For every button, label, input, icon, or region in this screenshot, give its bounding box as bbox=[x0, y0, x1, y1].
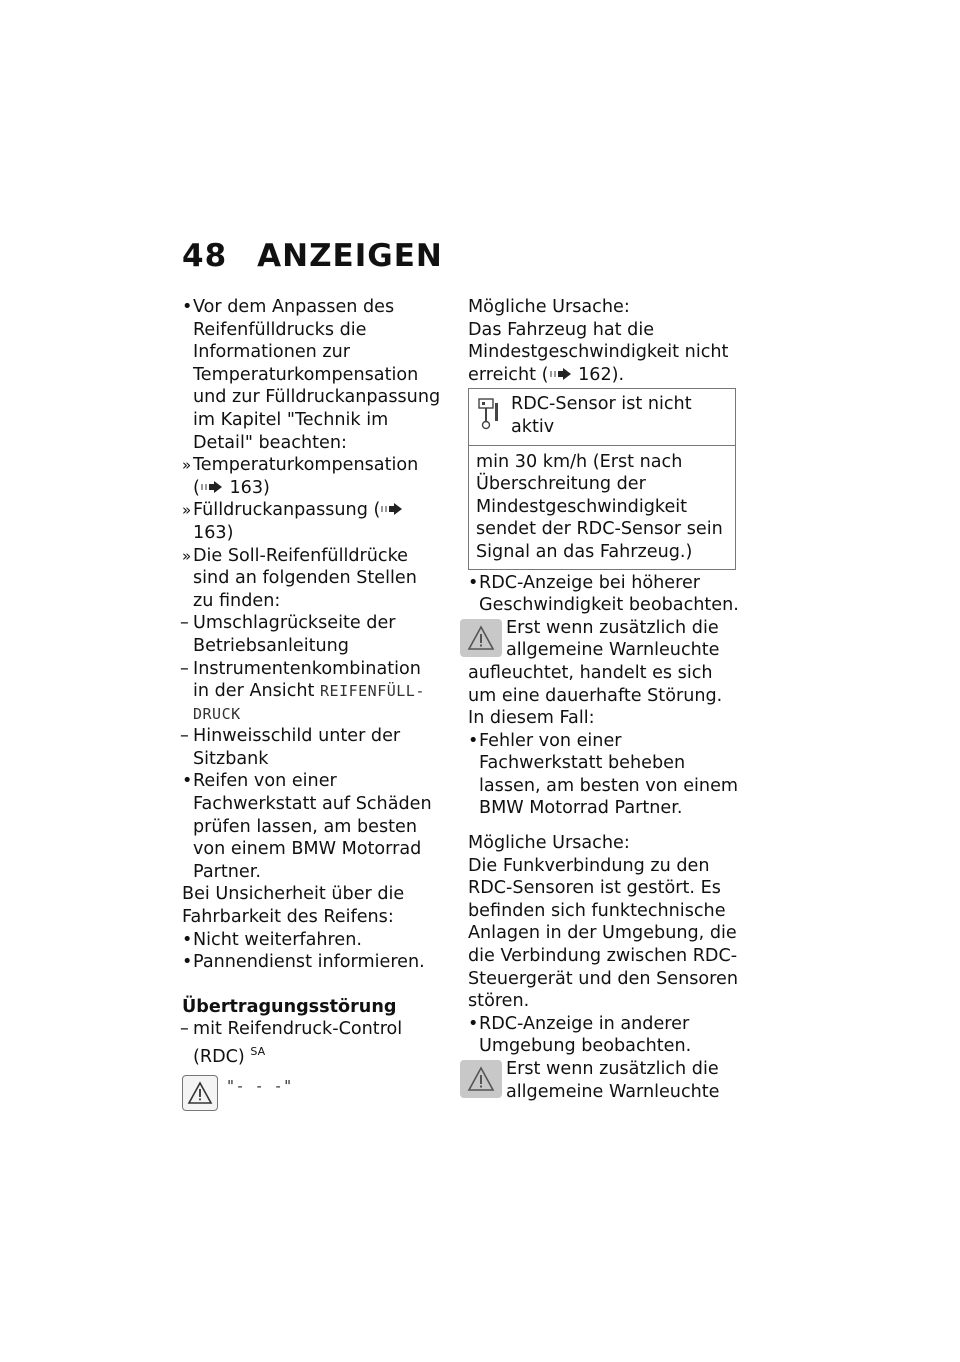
page-number: 48 bbox=[182, 238, 228, 274]
right-column bbox=[468, 296, 740, 1103]
bullet-item: • Fehler von einer Fachwerkstatt beheben lassen, am besten von einem BMW Motorrad Partner. bbox=[468, 730, 740, 820]
page-title: ANZEIGEN bbox=[257, 238, 443, 274]
dash-item-label: Instrumentenkombination in der Ansicht bbox=[193, 658, 421, 702]
dash-item-instrument bbox=[182, 658, 442, 726]
warning-note-text: Erst wenn zusätzlich die allgemeine Warnleuchte bbox=[506, 1059, 720, 1102]
warning-note bbox=[468, 1058, 740, 1103]
warning-indicator-row bbox=[182, 1075, 442, 1111]
cause-description: Das Fahrzeug hat die Mindestgeschwindigkeit nicht erreicht ( bbox=[468, 319, 729, 385]
warning-triangle-icon bbox=[182, 1075, 218, 1111]
dash-item-label: mit Reifendruck-Control (RDC) bbox=[193, 1019, 403, 1067]
display-value: "- - -" bbox=[226, 1076, 293, 1095]
page-reference-arrow-icon bbox=[380, 502, 404, 516]
bullet-item: • Reifen von einer Fachwerkstatt auf Schäden prüfen lassen, am besten von einem BMW Motorrad Partner. bbox=[182, 770, 442, 883]
dash-item: – Umschlagrückseite der Betriebsanleitung bbox=[182, 612, 442, 657]
paragraph: In diesem Fall: bbox=[468, 708, 595, 729]
warning-note bbox=[468, 617, 740, 707]
dash-item: – Hinweisschild unter der Sitzbank bbox=[182, 725, 442, 770]
section-heading: Übertragungsstörung bbox=[182, 996, 397, 1017]
page-reference: 162). bbox=[578, 364, 625, 385]
arrow-item: » Die Soll-Reifenfülldrücke sind an folgenden Stellen zu finden: bbox=[182, 545, 442, 613]
page-header bbox=[182, 238, 443, 274]
paragraph: Bei Unsicherheit über die Fahrbarkeit des Reifens: bbox=[182, 884, 405, 928]
left-column bbox=[182, 296, 442, 1111]
bullet-item: • RDC-Anzeige in anderer Umgebung beobachten. bbox=[468, 1013, 740, 1058]
rdc-sensor-icon bbox=[473, 393, 507, 438]
warning-note-text: Erst wenn zusätzlich die allgemeine Warnleuchte aufleuchtet, handelt es sich um eine dauerhafte Störung. bbox=[468, 617, 723, 706]
table-header-text: RDC-Sensor ist nicht aktiv bbox=[511, 394, 692, 437]
arrow-item-temperature: » Temperaturkompensation ( 163) bbox=[182, 454, 442, 499]
bullet-item: • Nicht weiterfahren. bbox=[182, 929, 442, 952]
page-reference: 163) bbox=[229, 477, 270, 498]
page-reference-arrow-icon bbox=[200, 480, 224, 494]
cause-label: Mögliche Ursache: bbox=[468, 833, 630, 854]
bullet-item: • RDC-Anzeige bei höherer Geschwindigkeit beobachten. bbox=[468, 572, 740, 617]
cause-label: Mögliche Ursache: bbox=[468, 297, 630, 317]
display-text: REIFENFÜLL-DRUCK bbox=[193, 682, 425, 723]
superscript-sa: SA bbox=[250, 1045, 266, 1058]
arrow-item-filling-pressure bbox=[182, 499, 442, 544]
arrow-item-label: Temperaturkompensation bbox=[193, 455, 419, 476]
dash-item-rdc bbox=[182, 1018, 442, 1068]
cause-text bbox=[468, 319, 740, 387]
bullet-item: • Pannendienst informieren. bbox=[182, 951, 442, 974]
cause-text: Die Funkverbindung zu den RDC-Sensoren ist gestört. Es befinden sich funktechnische Anlagen in der Umgebung, die die Verbindung zwischen RDC-Steuergerät und den Sensoren stören. bbox=[468, 855, 738, 1012]
bullet-item: • Vor dem Anpassen des Reifenfülldrucks die Informationen zur Temperaturkompensation und zur Fülldruckanpassung im Kapitel "Technik im Detail" beachten: bbox=[182, 296, 442, 454]
page-reference: 163) bbox=[193, 522, 234, 543]
arrow-item-label: Fülldruckanpassung ( bbox=[193, 500, 381, 521]
table-body-cell: min 30 km/h (Erst nach Überschreitung der Mindestgeschwindigkeit sendet der RDC-Sensor sein Signal an das Fahrzeug.) bbox=[476, 451, 723, 562]
page-reference-arrow-icon bbox=[549, 367, 573, 381]
warning-triangle-icon bbox=[460, 619, 502, 657]
warning-triangle-icon bbox=[460, 1060, 502, 1098]
table-header-row bbox=[469, 389, 735, 445]
info-table bbox=[468, 388, 736, 569]
